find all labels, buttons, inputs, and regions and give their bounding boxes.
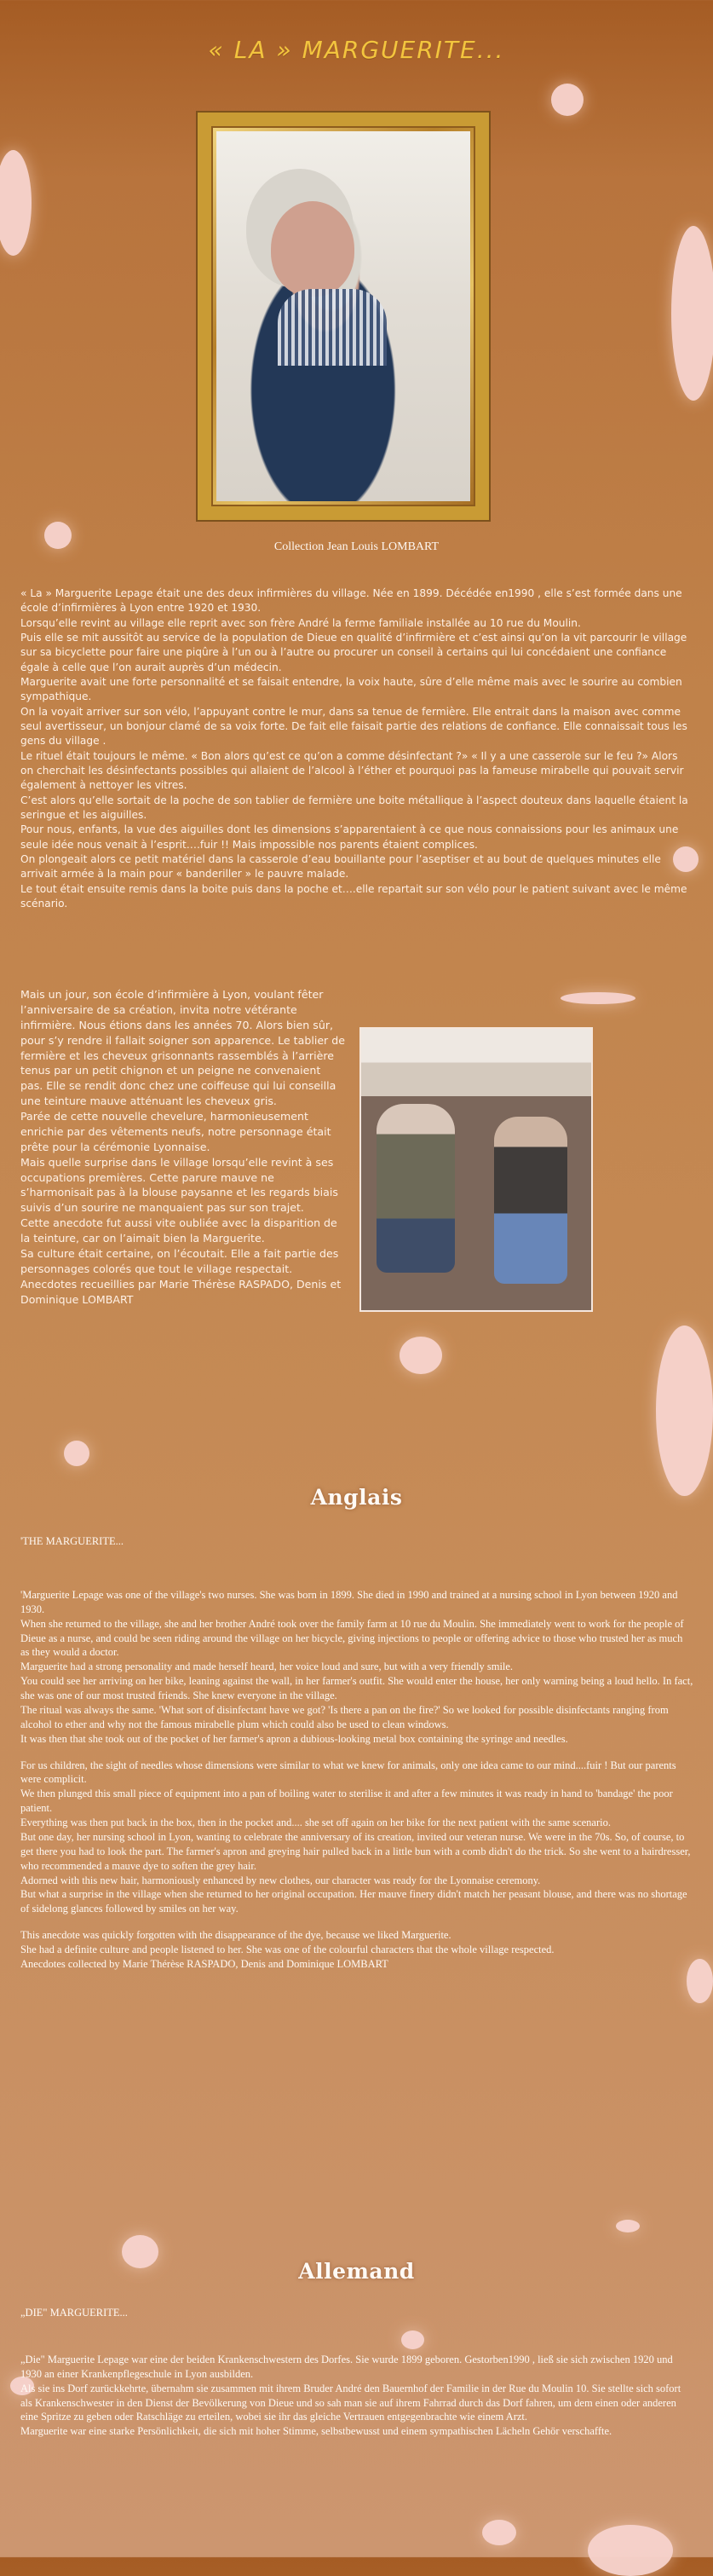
french-paragraph: On la voyait arriver sur son vélo, l’appuyant contre le mur, dans sa tenue de fermière. Elle entrait dans la maison avec comme seul avertisseur, un bonjour clamé de sa voix forte. De fait elle faisait partie des relations de confiance. Elle connaissait tous les gens du village .: [20, 705, 687, 748]
french-column-paragraph: Sa culture était certaine, on l’écoutait. Elle a fait partie des personnages colorés que tout le village respectait.: [20, 1246, 339, 1275]
german-paragraph: Marguerite war eine starke Persönlichkeit, die sich mit hoher Stimme, selbstbewusst und einem sympathischen Lächeln Gehör verschaffte.: [20, 2425, 612, 2438]
english-paragraph: You could see her arriving on her bike, leaning against the wall, in her farmer's outfit. She would enter the house, her only warning being a loud hello. In fact, she was one of our most trusted friends. She knew everyone in the village.: [20, 1675, 693, 1701]
english-paragraph: For us children, the sight of needles whose dimensions were similar to what we knew for animals, only one idea came to our mind....fuir ! But our parents were complicit.: [20, 1759, 676, 1786]
english-paragraph: We then plunged this small piece of equipment into a pan of boiling water to sterilise it and after a few minutes it was ready in hand to 'bandage' the poor patient.: [20, 1788, 673, 1815]
french-column-paragraph: Parée de cette nouvelle chevelure, harmonieusement enrichie par des vêtements neufs, notre personnage était prête pour la cérémonie Lyonnaise.: [20, 1110, 331, 1153]
french-column-text: [20, 987, 346, 1307]
english-paragraph: When she returned to the village, she and her brother André took over the family farm at 10 rue du Moulin. She immediately went to work for the people of Dieue as a nurse, and could be seen riding around the village on her bicycle, giving injections to people or offering advice to those who trusted her as much as they would a doctor.: [20, 1617, 684, 1659]
english-paragraph: But one day, her nursing school in Lyon, wanting to celebrate the anniversary of its creation, invited our veteran nurse. We were in the 70s. So, of course, to get there you had to look the part. The farmer's apron and greying hair pulled back in a little bun with a comb didn't do the trick. So she went to a hairdresser, who recommended a mauve dye to soften the grey hair.: [20, 1830, 691, 1872]
decorative-bubble: [656, 1326, 713, 1496]
english-heading: 'THE MARGUERITE...: [20, 1535, 124, 1547]
french-column-paragraph: Cette anecdote fut aussi vite oubliée avec la disparition de la teinture, car on l’aimait bien la Marguerite.: [20, 1216, 337, 1245]
english-text: [20, 1534, 693, 1972]
photo-caption: Collection Jean Louis LOMBART: [273, 540, 440, 553]
english-paragraph: 'Marguerite Lepage was one of the village's two nurses. She was born in 1899. She died in 1990 and trained at a nursing school in Lyon between 1920 and 1930.: [20, 1588, 678, 1615]
english-paragraph: She had a definite culture and people listened to her. She was one of the colourful characters that the whole village respected.: [20, 1944, 555, 1955]
interior-photo: [359, 1027, 593, 1312]
english-paragraph: Anecdotes collected by Marie Thérèse RASPADO, Denis and Dominique LOMBART: [20, 1957, 388, 1970]
french-paragraph: « La » Marguerite Lepage était une des deux infirmières du village. Née en 1899. Décédée en1990 , elle s’est formée dans une école d’infirmières à Lyon entre 1920 et 1930.: [20, 587, 682, 615]
french-paragraph: Puis elle se mit aussitôt au service de la population de Dieue en qualité d’infirmière et c’est ainsi qu’on la vit parcourir le village sur sa bicyclette pour faire une piqûre à l’un ou à l’autre ou procurer un conseil à certains qui lui concédaient une confiance égale à celle que l’on aurait auprès d’un médecin.: [20, 631, 687, 673]
german-paragraph: Als sie ins Dorf zurückkehrte, übernahm sie zusammen mit ihrem Bruder André den Bauernhof der Familie in der Rue du Moulin 10. Sie stellte sich sofort als Krankenschwester in den Dienst der Bevölkerung von Dieue und so sah man sie auf ihrem Fahrrad durch das Dorf fahren, um dem einen oder anderen eine Spritze zu geben oder Ratschläge zu erteilen, wobei sie ihr das gleiche Vertrauen entgegenbrachte wie einem Arzt.: [20, 2382, 681, 2423]
french-paragraph: Le tout était ensuite remis dans la boite puis dans la poche et….elle repartait sur son vélo pour le patient suivant avec le même scénario.: [20, 882, 687, 910]
french-paragraph: C’est alors qu’elle sortait de la poche de son tablier de fermière une boite métallique à l’aspect douteux dans laquelle étaient la seringue et les aiguilles.: [20, 794, 688, 821]
decorative-bubble: [671, 226, 713, 401]
decorative-bubble: [616, 2220, 640, 2232]
portrait-frame: [198, 113, 489, 520]
decorative-bubble: [551, 84, 584, 116]
french-column-paragraph: Mais un jour, son école d’infirmière à Lyon, voulant fêter l’anniversaire de sa création, invita notre vétérante infirmière. Nous étions dans les années 70. Alors bien sûr, pour s’y rendre il fallait soigner son apparence. Le tablier de fermière et les cheveux grisonnants rassemblés à l’arrière tenus par un petit chignon et un peigne ne convenaient pas. Elle se rendit donc chez une coiffeuse qui lui conseilla une teinture mauve atténuant les cheveux gris.: [20, 988, 345, 1108]
decorative-bubble: [588, 2525, 673, 2576]
french-paragraph: Le rituel était toujours le même. « Bon alors qu’est ce qu’on a comme désinfectant ?» « Il y a une casserole sur le feu ?» Alors on cherchait les désinfectants possibles qui allaient de l’alcool à l’éther et pourquoi pas la fameuse mirabelle qui pouvait servir également à nettoyer les vitres.: [20, 749, 684, 792]
english-paragraph: But what a surprise in the village when she returned to her original occupation. Her mauve finery didn't match her peasant blouse, and there was no shortage of sidelong glances followed by smiles on her way.: [20, 1888, 687, 1915]
french-paragraph: Lorsqu’elle revint au village elle reprit avec son frère André la ferme familiale installée au 10 rue du Moulin.: [20, 616, 581, 629]
french-paragraph: Pour nous, enfants, la vue des aiguilles dont les dimensions s’apparentaient à ce que nous connaissions pour les animaux une seule idée nous venait à l’esprit….fuir !! Mais impossible nos parents étaient complices.: [20, 823, 679, 851]
french-column-paragraph: Anecdotes recueillies par Marie Thérèse RASPADO, Denis et Dominique LOMBART: [20, 1277, 342, 1306]
decorative-bubble: [0, 150, 32, 256]
german-section-title: Allemand: [298, 2259, 415, 2284]
english-paragraph: Marguerite had a strong personality and made herself heard, her voice loud and sure, but with a very friendly smile.: [20, 1661, 514, 1673]
german-paragraph: „Die" Marguerite Lepage war eine der beiden Krankenschwestern des Dorfes. Sie wurde 1899 geboren. Gestorben1990 , ließ sie sich zwischen 1920 und 1930 an einer Krankenpflegeschule in Lyon ausbilden.: [20, 2353, 673, 2380]
english-paragraph: Everything was then put back in the box, then in the pocket and.... she set off again on her bike for the next patient with the same scenario.: [20, 1816, 611, 1828]
decorative-bubble: [400, 1337, 442, 1374]
french-text: [20, 586, 692, 911]
decorative-bubble: [561, 992, 635, 1004]
german-heading: „DIE" MARGUERITE...: [20, 2307, 128, 2319]
decorative-bubble: [64, 1441, 89, 1466]
paragraph-gap: [20, 1747, 693, 1759]
english-paragraph: The ritual was always the same. 'What sort of disinfectant have we got? 'Is there a pan on the fire?' So we looked for possible disinfectants ranging from alcohol to ether and why not the famous mirabelle plum which could also be used to clean windows.: [20, 1703, 669, 1730]
french-paragraph: On plongeait alors ce petit matériel dans la casserole d’eau bouillante pour l’aseptiser et au bout de quelques minutes elle arrivait armée à la main pour « banderiller » le pauvre malade.: [20, 852, 661, 881]
page-title: « LA » MARGUERITE...: [208, 36, 505, 64]
decorative-bubble: [482, 2520, 516, 2545]
french-column-paragraph: Mais quelle surprise dans le village lorsqu’elle revint à ses occupations premières. Cette parure mauve ne s’harmonisait pas à la blouse paysanne et les regards biais suivis d’un sourire ne manquaient pas sur son trajet.: [20, 1155, 338, 1215]
english-paragraph: Adorned with this new hair, harmoniously enhanced by new clothes, our character was ready for the Lyonnaise ceremony.: [20, 1874, 541, 1886]
english-section-title: Anglais: [310, 1485, 403, 1510]
german-text: [20, 2306, 693, 2439]
french-paragraph: Marguerite avait une forte personnalité et se faisait entendre, la voix haute, sûre d’elle même mais avec le sourire au combien sympathique.: [20, 675, 682, 703]
paragraph-gap: [20, 1916, 693, 1928]
english-paragraph: It was then that she took out of the pocket of her farmer's apron a dubious-looking metal box containing the syringe and needles.: [20, 1732, 568, 1745]
portrait-photo: [216, 131, 470, 501]
english-paragraph: This anecdote was quickly forgotten with the disappearance of the dye, because we liked Marguerite.: [20, 1929, 451, 1942]
